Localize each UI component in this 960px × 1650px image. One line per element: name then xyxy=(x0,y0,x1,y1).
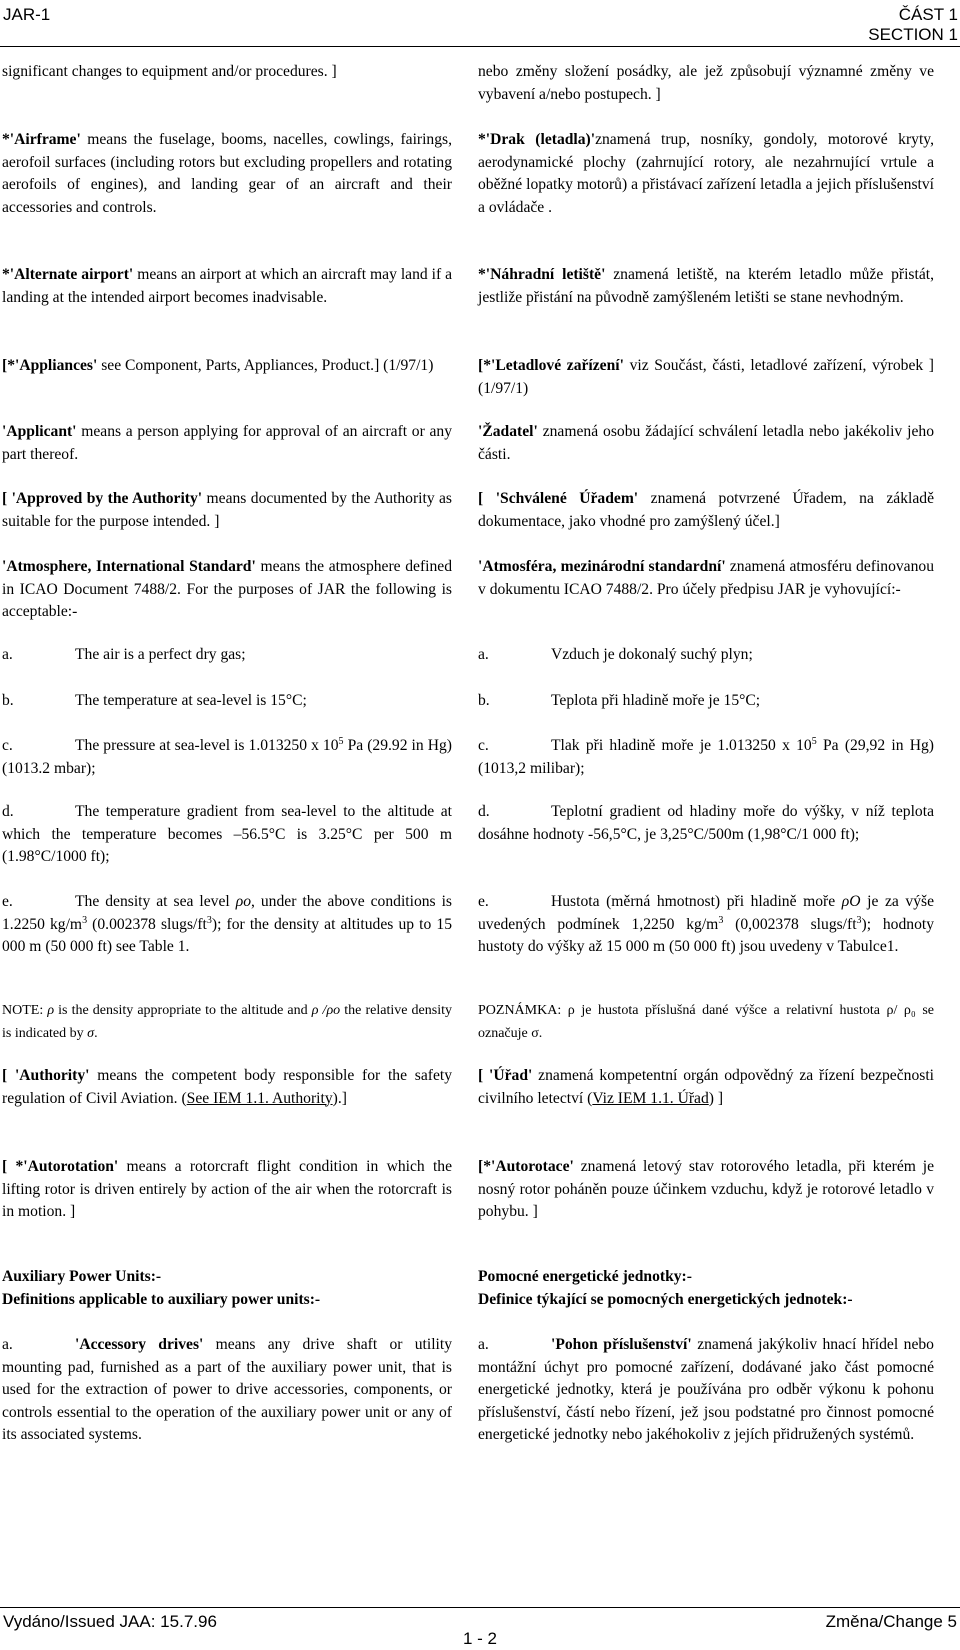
item-label: e. xyxy=(478,893,489,910)
cz-definition: znamená jakýkoliv hnací hřídel nebo montážní úchyt pro pomocné zařízení, dodávané jako část pomocné energetické jednotky, která je používána pro odběr výkonu k pohonu příslušenství, částí nebo řízení, jež jsou podstatné pro činnost pomocné energetické jednotky nebo jakéhokoliv z jejích přidružených systémů. xyxy=(478,1336,934,1443)
note-text: is the density appropriate to the altitude and xyxy=(54,1003,312,1018)
cz-definition: viz Součást, části, letadlové zařízení, výrobek ] (1/97/1) xyxy=(478,357,934,397)
cz-term: [ 'Schválené Úřadem' xyxy=(478,490,639,507)
rho-zero-symbol: ρO xyxy=(841,893,861,910)
en-term: 'Accessory drives' xyxy=(75,1336,204,1353)
item-text: The temperature at sea-level is 15°C; xyxy=(75,692,307,709)
cz-definition: znamená osobu žádající schválení letadla nebo jakékoliv jeho části. xyxy=(478,423,934,463)
en-item-a xyxy=(2,644,452,667)
rho-symbol: ρ xyxy=(47,1003,55,1018)
en-item-c xyxy=(2,735,452,780)
cz-term: 'Pohon příslušenství' xyxy=(551,1336,692,1353)
header-section-en: SECTION 1 xyxy=(868,25,958,44)
item-text: Hustota (měrná hmotnost) při hladině moře xyxy=(551,893,842,910)
item-label: a. xyxy=(478,1336,489,1353)
note-text: the relative density is indicated by xyxy=(2,1003,452,1041)
iem-authority-link[interactable]: Viz IEM 1.1. Úřad xyxy=(592,1089,709,1107)
en-def-alternate-airport xyxy=(2,264,452,309)
en-definition: means any drive shaft or utility mounting pad, furnished as a part of the auxiliary power unit, that is used for the extraction of power to drive accessories, components, or controls essential to the operation of the auxiliary power unit or any of its associated systems. xyxy=(2,1336,453,1443)
cz-term: [*'Letadlové zařízení' xyxy=(478,357,624,374)
en-def-authority xyxy=(2,1065,452,1110)
header-rule xyxy=(0,46,960,47)
en-item-e xyxy=(2,891,452,959)
item-label: c. xyxy=(2,737,13,754)
en-term: [ 'Authority' xyxy=(2,1067,90,1084)
cz-apu-def-a xyxy=(478,1334,934,1447)
en-def-applicant xyxy=(2,421,452,466)
en-definition-end: ).] xyxy=(332,1089,347,1107)
en-definition: means a person applying for approval of an aircraft or any part thereof. xyxy=(2,423,452,463)
cz-definition: znamená trup, nosníky, gondoly, motorové kryty, aerodynamické plochy (zahrnující rotory, ale nezahrnující vrtule a oběžné lopatky motorů) a přistávací zařízení letadla a jejich příslušenství a ovládače . xyxy=(478,131,934,216)
item-text-cont: ); for the density at altitudes up to 15 000 m (50 000 ft) see Table 1. xyxy=(2,915,453,955)
footer-rule xyxy=(0,1607,960,1608)
item-label: e. xyxy=(2,893,13,910)
en-def-approved xyxy=(2,488,452,533)
item-label: d. xyxy=(2,803,14,820)
en-def-atmosphere xyxy=(2,556,452,624)
en-term: *'Airframe' xyxy=(2,131,81,148)
en-definition: means the competent body responsible for the safety regulation of Civil Aviation. ( xyxy=(2,1067,452,1107)
en-apu-heading xyxy=(2,1266,452,1311)
cz-definition: znamená kompetentní orgán odpovědný za řízení bezpečnosti civilního letectví ( xyxy=(478,1067,934,1107)
en-definition: means a rotorcraft flight condition in which the lifting rotor is driven entirely by action of the air when the rotorcraft is in motion. ] xyxy=(2,1158,452,1220)
note-text: . xyxy=(94,1025,98,1041)
cz-definition: znamená potvrzené Úřadem, na základě dokumentace, jako vhodné pro zamýšlený účel.] xyxy=(478,490,934,530)
cz-term: 'Žadatel' xyxy=(478,423,538,440)
en-term: 'Atmosphere, International Standard' xyxy=(2,558,256,575)
en-definition: means the fuselage, booms, nacelles, cowlings, fairings, aerofoil surfaces (including rotors but excluding propellers and rotating aerofoils of engines), and landing gear of an aircraft and their accessories and controls. xyxy=(2,131,452,216)
cz-definition: znamená atmosféru definovanou v dokumentu ICAO 7488/2. Pro účely předpisu JAR je vyhovující:- xyxy=(478,558,934,598)
item-text-cont: (0,002378 slugs/ft xyxy=(723,915,857,933)
en-def-airframe xyxy=(2,129,452,219)
cz-item-e xyxy=(478,891,934,959)
cz-item-b xyxy=(478,690,934,713)
exponent: 3 xyxy=(718,914,724,926)
exponent: 3 xyxy=(856,914,862,926)
item-text-cont: , under the above conditions is 1.2250 kg/m xyxy=(2,893,452,933)
footer-issued: Vydáno/Issued JAA: 15.7.96 xyxy=(3,1612,217,1631)
en-term: 'Applicant' xyxy=(2,423,77,440)
en-definition: means the atmosphere defined in ICAO Document 7488/2. For the purposes of JAR the following is acceptable:- xyxy=(2,558,453,620)
item-text: Tlak při hladině moře je 1.013250 x 10 xyxy=(551,737,812,754)
en-item-d xyxy=(2,801,452,869)
item-label: a. xyxy=(478,646,489,663)
item-text: Vzduch je dokonalý suchý plyn; xyxy=(551,646,753,663)
en-term: [*'Appliances' xyxy=(2,357,98,374)
en-apu-title: Auxiliary Power Units:- xyxy=(2,1268,162,1285)
item-text: Teplotní gradient od hladiny moře do výšky, v níž teplota dosáhne hodnoty -56,5°C, je 3,25°C/500m (1,98°C/1 000 ft); xyxy=(478,803,934,843)
item-text-cont: (0.002378 slugs/ft xyxy=(87,915,207,933)
item-label: b. xyxy=(2,692,14,709)
en-apu-def-a xyxy=(2,1334,452,1447)
note-label: NOTE: xyxy=(2,1003,48,1018)
en-term: *'Alternate airport' xyxy=(2,266,134,283)
cz-apu-subtitle: Definice týkající se pomocných energetických jednotek:- xyxy=(478,1290,853,1308)
cz-term: *'Náhradní letiště' xyxy=(478,266,606,283)
item-text-cont: Pa (29.92 in Hg) (1013.2 mbar); xyxy=(2,737,452,777)
cz-def-appliances xyxy=(478,355,934,400)
cz-term: [*'Autorotace' xyxy=(478,1158,574,1175)
en-def-autorotation xyxy=(2,1156,452,1224)
item-label: a. xyxy=(2,1336,13,1353)
cz-continuation: nebo změny složení posádky, ale jež způsobují významné změny ve vybavení a/nebo postupech. ] xyxy=(478,63,934,103)
exponent: 3 xyxy=(82,914,88,926)
cz-note: POZNÁMKA: ρ je hustota příslušná dané výšce a relativní hustota ρ/ ρ₀ se označuje σ. xyxy=(478,1003,934,1041)
cz-term: *'Drak (letadla)' xyxy=(478,131,596,148)
cz-def-airframe xyxy=(478,129,934,219)
cz-definition: znamená letiště, na kterém letadlo může přistát, jestliže přistání na původně zamýšleném letišti se stane nevhodným. xyxy=(478,266,934,306)
cz-def-autorotation xyxy=(478,1156,934,1224)
item-text: The density at sea level xyxy=(75,893,236,910)
item-text-cont: je za výše uvedených podmínek 1,2250 kg/m xyxy=(478,893,935,933)
cz-apu-title: Pomocné energetické jednotky:- xyxy=(478,1268,692,1285)
cz-def-approved xyxy=(478,488,934,533)
item-label: c. xyxy=(478,737,489,754)
exponent: 5 xyxy=(338,736,344,747)
cz-term: 'Atmosféra, mezinárodní standardní' xyxy=(478,558,726,575)
exponent: 3 xyxy=(206,914,212,926)
en-definition: means an airport at which an aircraft may land if a landing at the intended airport becomes inadvisable. xyxy=(2,266,452,306)
item-text: The temperature gradient from sea-level to the altitude at which the temperature becomes –56.5°C is 3.25°C per 500 m (1.98°C/1000 ft); xyxy=(2,803,452,865)
en-def-appliances xyxy=(2,355,452,378)
en-definition: see Component, Parts, Appliances, Product.] (1/97/1) xyxy=(97,357,434,374)
header-document-id: JAR-1 xyxy=(3,5,51,24)
item-text-cont: Pa (29,92 in Hg) (1013,2 milibar); xyxy=(478,737,934,777)
page-number: 1 - 2 xyxy=(462,1629,498,1648)
en-note xyxy=(2,1000,452,1045)
header-section xyxy=(868,5,958,45)
item-text: The pressure at sea-level is 1.013250 x 10 xyxy=(75,737,339,754)
cz-term: [ 'Úřad' xyxy=(478,1067,533,1084)
header-section-cz: ČÁST 1 xyxy=(898,5,958,24)
item-label: a. xyxy=(2,646,13,663)
relative-density-symbol: ρ /ρo xyxy=(311,1003,341,1018)
exponent: 5 xyxy=(811,736,817,747)
cz-item-a xyxy=(478,644,934,667)
footer-change: Změna/Change 5 xyxy=(825,1612,957,1631)
item-label: b. xyxy=(478,692,490,709)
cz-item-d xyxy=(478,801,934,846)
item-text: Teplota při hladině moře je 15°C; xyxy=(551,692,761,709)
iem-authority-link[interactable]: See IEM 1.1. Authority xyxy=(186,1089,333,1107)
en-apu-subtitle: Definitions applicable to auxiliary power units:- xyxy=(2,1290,321,1308)
cz-definition-end: ) ] xyxy=(708,1089,724,1107)
cz-apu-heading xyxy=(478,1266,934,1311)
cz-definition: znamená letový stav rotorového letadla, při kterém je nosný rotor poháněn pouze účinkem vzduchu, když je rotorové letadlo v pohybu. ] xyxy=(478,1158,934,1220)
cz-def-atmosphere xyxy=(478,556,934,601)
item-label: d. xyxy=(478,803,490,820)
item-text: The air is a perfect dry gas; xyxy=(75,646,246,663)
en-term: [ *'Autorotation' xyxy=(2,1158,119,1175)
en-term: [ 'Approved by the Authority' xyxy=(2,490,203,507)
en-item-b xyxy=(2,690,452,713)
item-text-cont: ); hodnoty hustoty do výšky až 15 000 m (50 000 ft) jsou uvedeny v Tabulce1. xyxy=(478,915,935,955)
cz-def-applicant xyxy=(478,421,934,466)
cz-item-c xyxy=(478,735,934,780)
en-continuation: significant changes to equipment and/or procedures. ] xyxy=(2,63,337,80)
cz-def-alternate-airport xyxy=(478,264,934,309)
en-definition: means documented by the Authority as suitable for the purpose intended. ] xyxy=(2,490,452,530)
sigma-symbol: σ xyxy=(87,1025,95,1041)
cz-def-authority xyxy=(478,1065,934,1110)
rho-zero-symbol: ρo xyxy=(235,893,251,910)
